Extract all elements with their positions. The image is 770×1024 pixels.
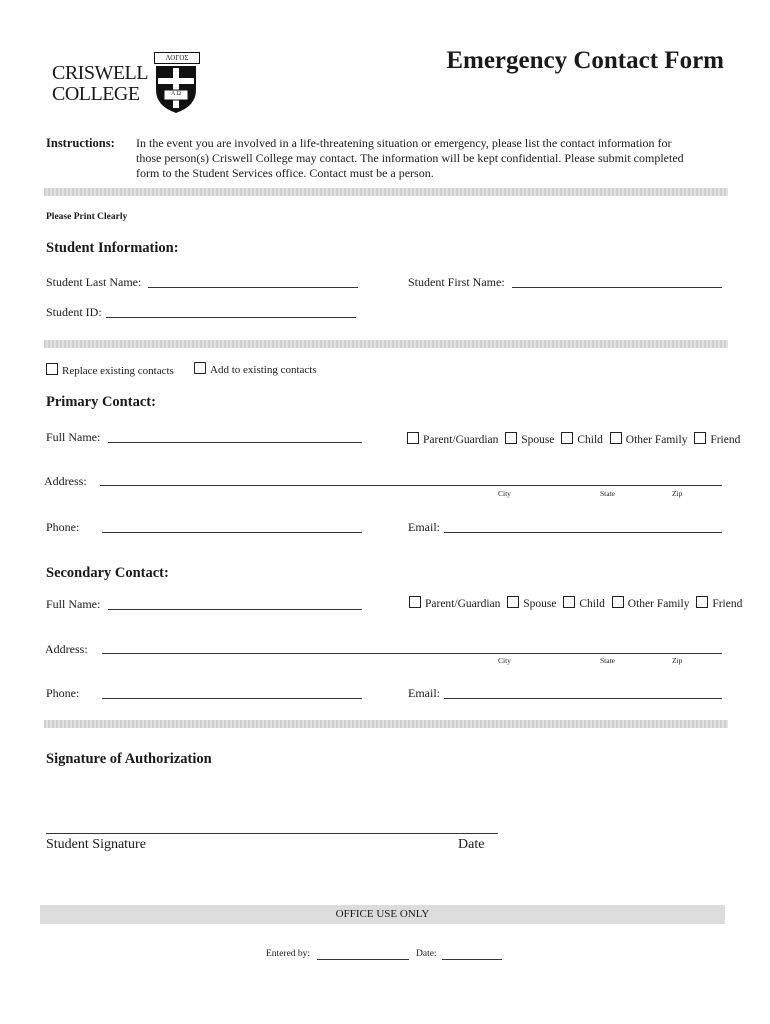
secondary-rel-spouse[interactable]: Spouse <box>507 598 556 610</box>
primary-rel-parent[interactable]: Parent/Guardian <box>407 434 498 446</box>
secondary-email-field[interactable] <box>444 698 722 699</box>
checkbox[interactable] <box>612 596 624 608</box>
signature-heading: Signature of Authorization <box>46 751 212 767</box>
secondary-rel-other-family[interactable]: Other Family <box>612 598 690 610</box>
print-clearly-note: Please Print Clearly <box>46 212 128 222</box>
office-use-banner <box>40 905 725 924</box>
office-use-heading: OFFICE USE ONLY <box>335 908 430 920</box>
signature-field[interactable] <box>46 833 498 834</box>
section-divider <box>44 720 728 728</box>
instructions-line-2: those person(s) Criswell College may contact. The information will be kept confidential. Please submit completed <box>136 151 684 165</box>
secondary-full-name-label: Full Name: <box>46 597 101 611</box>
secondary-state-label: State <box>600 656 615 665</box>
add-contacts-label: Add to existing contacts <box>210 364 317 376</box>
student-id-label: Student ID: <box>46 305 102 319</box>
secondary-email-label: Email: <box>408 686 440 700</box>
secondary-address-label: Address: <box>45 642 88 656</box>
college-logo <box>52 52 202 116</box>
student-first-name-label: Student First Name: <box>408 275 505 289</box>
primary-address-field[interactable] <box>100 485 722 486</box>
instructions-label: Instructions: <box>46 136 115 150</box>
student-last-name-label: Student Last Name: <box>46 275 142 289</box>
checkbox[interactable] <box>505 432 517 444</box>
secondary-rel-friend[interactable]: Friend <box>696 598 742 610</box>
primary-zip-label: Zip <box>672 489 683 498</box>
student-signature-label: Student Signature <box>46 837 146 852</box>
primary-city-label: City <box>498 489 511 498</box>
primary-full-name-field[interactable] <box>108 442 362 443</box>
form-title: Emergency Contact Form <box>446 47 724 74</box>
checkbox[interactable] <box>407 432 419 444</box>
section-divider <box>44 188 728 196</box>
replace-contacts-label: Replace existing contacts <box>62 365 174 377</box>
replace-contacts-checkbox[interactable] <box>46 363 58 375</box>
shield-text: A Ω <box>171 91 181 97</box>
student-info-heading: Student Information: <box>46 240 179 256</box>
shield-icon <box>154 52 198 114</box>
section-divider <box>44 340 728 348</box>
signature-date-label: Date <box>458 837 485 852</box>
student-first-name-field[interactable] <box>512 287 722 288</box>
add-contacts-option[interactable] <box>194 362 317 376</box>
checkbox[interactable] <box>563 596 575 608</box>
entered-by-field[interactable] <box>317 959 409 960</box>
student-last-name-field[interactable] <box>148 287 358 288</box>
checkbox[interactable] <box>409 596 421 608</box>
secondary-phone-field[interactable] <box>102 698 362 699</box>
office-date-label: Date: <box>416 949 437 959</box>
primary-rel-child[interactable]: Child <box>561 434 603 446</box>
entered-by-label: Entered by: <box>266 949 311 959</box>
primary-email-label: Email: <box>408 520 440 534</box>
logo-motto: ΛΟΓΟΣ <box>154 52 200 64</box>
primary-relationship-options <box>407 432 744 446</box>
checkbox[interactable] <box>610 432 622 444</box>
instructions-line-3: form to the Student Services office. Contact must be a person. <box>136 166 434 180</box>
primary-address-label: Address: <box>44 474 87 488</box>
logo-line-2: COLLEGE <box>52 83 140 105</box>
primary-phone-label: Phone: <box>46 520 80 534</box>
secondary-rel-parent[interactable]: Parent/Guardian <box>409 598 500 610</box>
secondary-rel-child[interactable]: Child <box>563 598 605 610</box>
student-id-field[interactable] <box>106 317 356 318</box>
logo-line-1: CRISWELL <box>52 62 148 84</box>
secondary-city-label: City <box>498 656 511 665</box>
primary-state-label: State <box>600 489 615 498</box>
checkbox[interactable] <box>507 596 519 608</box>
secondary-zip-label: Zip <box>672 656 683 665</box>
secondary-full-name-field[interactable] <box>108 609 362 610</box>
primary-full-name-label: Full Name: <box>46 430 101 444</box>
primary-rel-other-family[interactable]: Other Family <box>610 434 688 446</box>
primary-rel-spouse[interactable]: Spouse <box>505 434 554 446</box>
primary-phone-field[interactable] <box>102 532 362 533</box>
office-date-field[interactable] <box>442 959 502 960</box>
checkbox[interactable] <box>561 432 573 444</box>
secondary-phone-label: Phone: <box>46 686 80 700</box>
secondary-relationship-options <box>409 596 746 610</box>
checkbox[interactable] <box>694 432 706 444</box>
primary-rel-friend[interactable]: Friend <box>694 434 740 446</box>
checkbox[interactable] <box>696 596 708 608</box>
primary-contact-heading: Primary Contact: <box>46 394 156 410</box>
secondary-contact-heading: Secondary Contact: <box>46 565 169 581</box>
instructions-line-1: In the event you are involved in a life-threatening situation or emergency, please list the contact information for <box>136 136 672 150</box>
instructions-text <box>136 136 684 181</box>
primary-email-field[interactable] <box>444 532 722 533</box>
replace-contacts-option[interactable] <box>46 363 174 377</box>
add-contacts-checkbox[interactable] <box>194 362 206 374</box>
secondary-address-field[interactable] <box>102 653 722 654</box>
